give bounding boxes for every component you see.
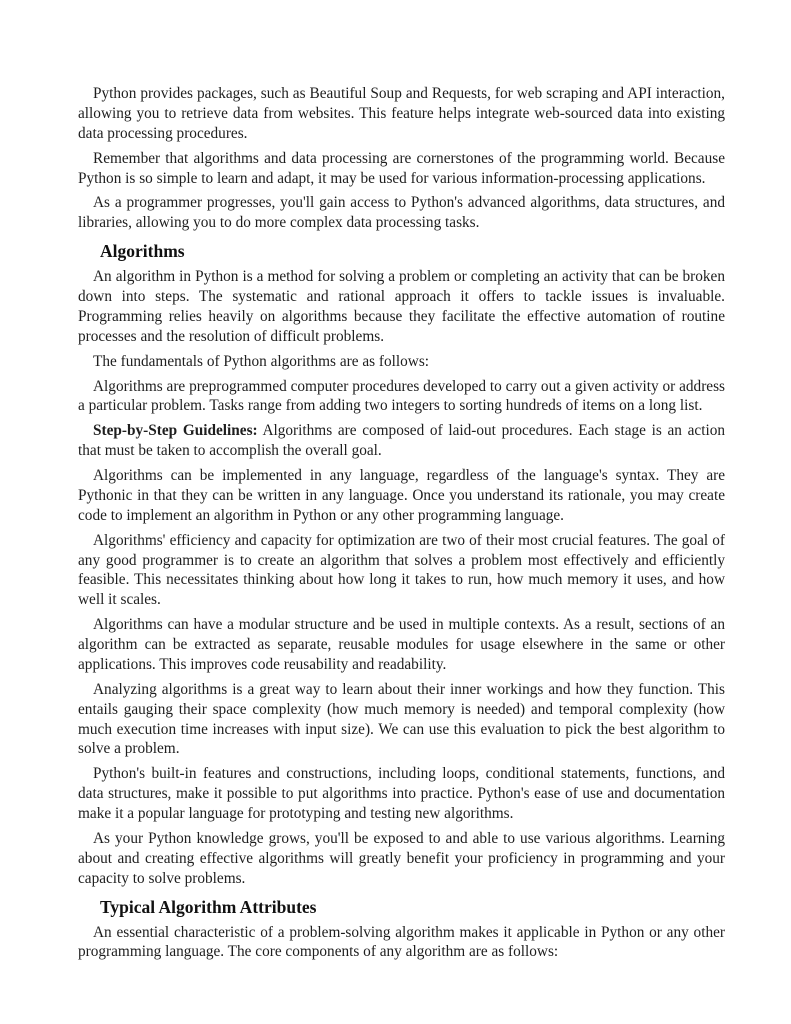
paragraph: The fundamentals of Python algorithms are as follows:	[93, 352, 430, 370]
paragraph: An essential characteristic of a problem-solving algorithm makes it applicable in Python or any other programming language. The core components of any algorithm are as follows:	[78, 923, 725, 961]
paragraph: Python's built-in features and constructions, including loops, conditional statements, functions, and data structures, make it possible to put algorithms into practice. Python's ease of use and documentation make it a popular language for prototyping and testing new algorithms.	[78, 765, 725, 822]
paragraph: Algorithms can be implemented in any language, regardless of the language's syntax. They are Pythonic in that they can be written in any language. Once you understand its rationale, you may create code to implement an algorithm in Python or any other programming language.	[78, 467, 725, 524]
document-page-content	[78, 84, 725, 967]
paragraph: Analyzing algorithms is a great way to learn about their inner workings and how they function. This entails gauging their space complexity (how much memory is needed) and temporal complexity (how much execution time increases with input size). We can use this evaluation to pick the best algorithm to solve a problem.	[78, 680, 725, 758]
paragraph: As your Python knowledge grows, you'll be exposed to and able to use various algorithms. Learning about and creating effective algorithms will greatly benefit your proficiency in programming and your capacity to solve problems.	[78, 829, 725, 887]
paragraph: Algorithms' efficiency and capacity for optimization are two of their most crucial features. The goal of any good programmer is to create an algorithm that solves a problem most effectively and efficiently feasible. This necessitates thinking about how long it takes to run, how much memory it uses, and how well it scales.	[78, 531, 725, 609]
paragraph: Python provides packages, such as Beautiful Soup and Requests, for web scraping and API interaction, allowing you to retrieve data from websites. This feature helps integrate web-sourced data into existing data processing procedures.	[78, 85, 725, 142]
paragraph-bold-lead: Step-by-Step Guidelines:	[93, 422, 258, 440]
paragraph	[78, 421, 725, 461]
paragraph: An algorithm in Python is a method for solving a problem or completing an activity that can be broken down into steps. The systematic and rational approach it offers to tackle issues is invaluable. Programming relies heavily on algorithms because they facilitate the effective automation of routine processes and the resolution of difficult problems.	[78, 268, 725, 345]
paragraph: Algorithms can have a modular structure and be used in multiple contexts. As a result, sections of an algorithm can be extracted as separate, reusable modules for usage elsewhere in the same or other applications. This improves code reusability and readability.	[78, 616, 725, 673]
paragraph: As a programmer progresses, you'll gain access to Python's advanced algorithms, data structures, and libraries, allowing you to do more complex data processing tasks.	[78, 194, 725, 232]
paragraph: Algorithms are preprogrammed computer procedures developed to carry out a given activity or address a particular problem. Tasks range from adding two integers to sorting hundreds of items on a long list.	[78, 377, 725, 415]
paragraph-text: Algorithms are composed of laid-out procedures. Each stage is an action that must be taken to accomplish the overall goal.	[78, 422, 725, 460]
section-heading: Typical Algorithm Attributes	[100, 896, 317, 917]
section-heading: Algorithms	[100, 241, 185, 262]
paragraph: Remember that algorithms and data processing are cornerstones of the programming world. Because Python is so simple to learn and adapt, it may be used for various information-processing applications.	[78, 149, 725, 187]
